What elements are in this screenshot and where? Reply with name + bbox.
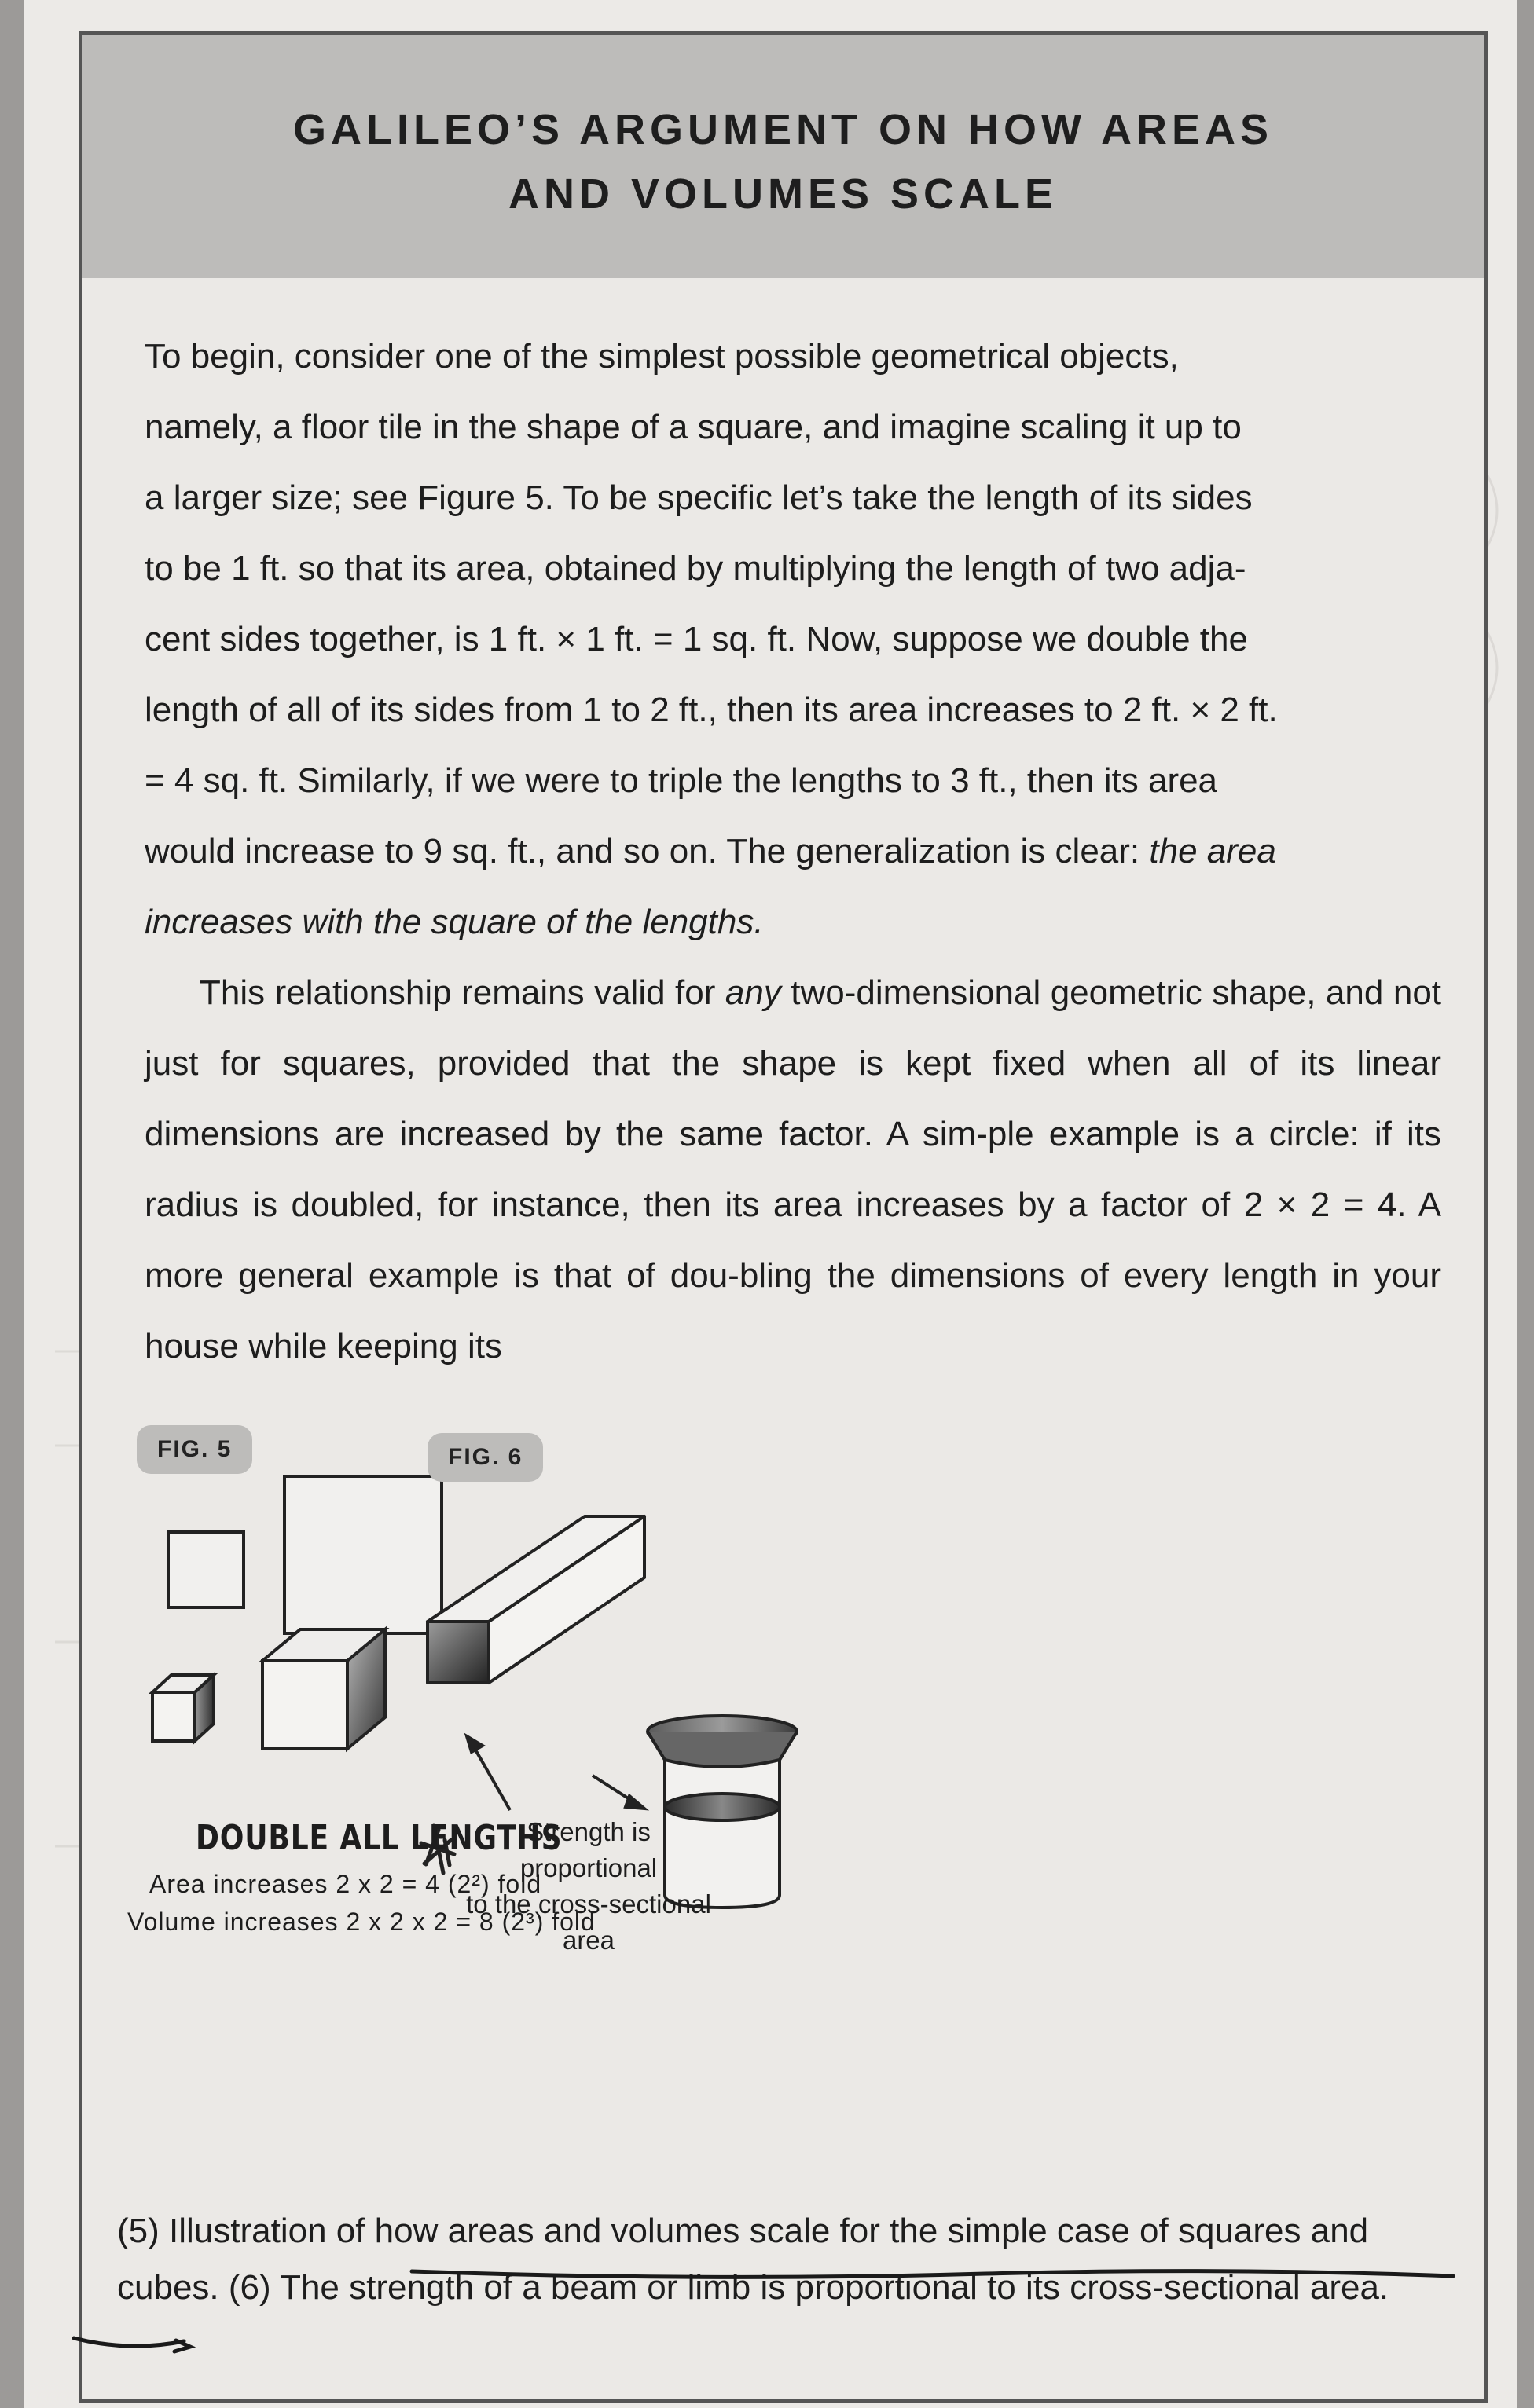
- annotation-line-1: Strength is proportional: [519, 1817, 658, 1882]
- paragraph-1-line: to be 1 ft. so that its area, obtained by multiplying the length of two adja-: [145, 549, 1246, 588]
- paragraph-1-line: namely, a floor tile in the shape of a square, and imagine scaling it up to: [145, 408, 1242, 446]
- paragraph-1-line: length of all of its sides from 1 to 2 ft., then its area increases to 2 ft. × 2 ft.: [145, 691, 1278, 729]
- italic-any: any: [725, 973, 781, 1012]
- paragraph-1-line: = 4 sq. ft. Similarly, if we were to triple the lengths to 3 ft., then its area: [145, 761, 1218, 800]
- title-line-2: AND VOLUMES SCALE: [508, 170, 1059, 218]
- paragraph-1-line: To begin, consider one of the simplest possible geometrical objects,: [145, 337, 1179, 376]
- sidebar-box: [79, 31, 1488, 2403]
- pen-underline: [82, 35, 1484, 2399]
- double-all-lengths-heading: DOUBLE ALL LENGTHS: [196, 1818, 563, 1858]
- book-page: [24, 0, 1517, 2408]
- paragraph-1-line-text: would increase to 9 sq. ft., and so on. The generalization is clear:: [145, 832, 1150, 870]
- italic-area-phrase: the area: [1149, 832, 1276, 870]
- italic-square-phrase: increases with the square of the lengths.: [145, 903, 764, 941]
- volume-increase-line: Volume increases 2 x 2 x 2 = 8 (2³) fold: [127, 1908, 596, 1936]
- paragraph-1-line: a larger size; see Figure 5. To be specific let’s take the length of its sides: [145, 478, 1253, 517]
- title-line-1: GALILEO’S ARGUMENT ON HOW AREAS: [293, 106, 1273, 153]
- fig5-label: FIG. 5: [137, 1425, 252, 1474]
- paragraph-2-start: This relationship remains valid for: [200, 973, 725, 1012]
- paragraph-2-rest: two-dimensional geometric shape, and not just for squares, provided that the shape is kept fixed when all of its linear dimensions are increased by the same factor. A sim-ple example is a circle: if its radius is doubled, for instance, then its area increases by a factor of 2 × 2 = 4. A more general example is that of dou-bling the dimensions of every length in your house while keeping its: [145, 973, 1442, 1365]
- fig6-label: FIG. 6: [428, 1433, 543, 1482]
- figure-caption: (5) Illustration of how areas and volumes scale for the simple case of squares and cubes. (6) The strength of a beam or limb is proportional to its cross-sectional area.: [117, 2212, 1389, 2307]
- area-increase-line: Area increases 2 x 2 = 4 (2²) fold: [149, 1870, 542, 1898]
- annotation-line-2: to the cross-sectional area: [466, 1889, 711, 1955]
- paragraph-1-line: cent sides together, is 1 ft. × 1 ft. = 1 sq. ft. Now, suppose we double the: [145, 620, 1248, 658]
